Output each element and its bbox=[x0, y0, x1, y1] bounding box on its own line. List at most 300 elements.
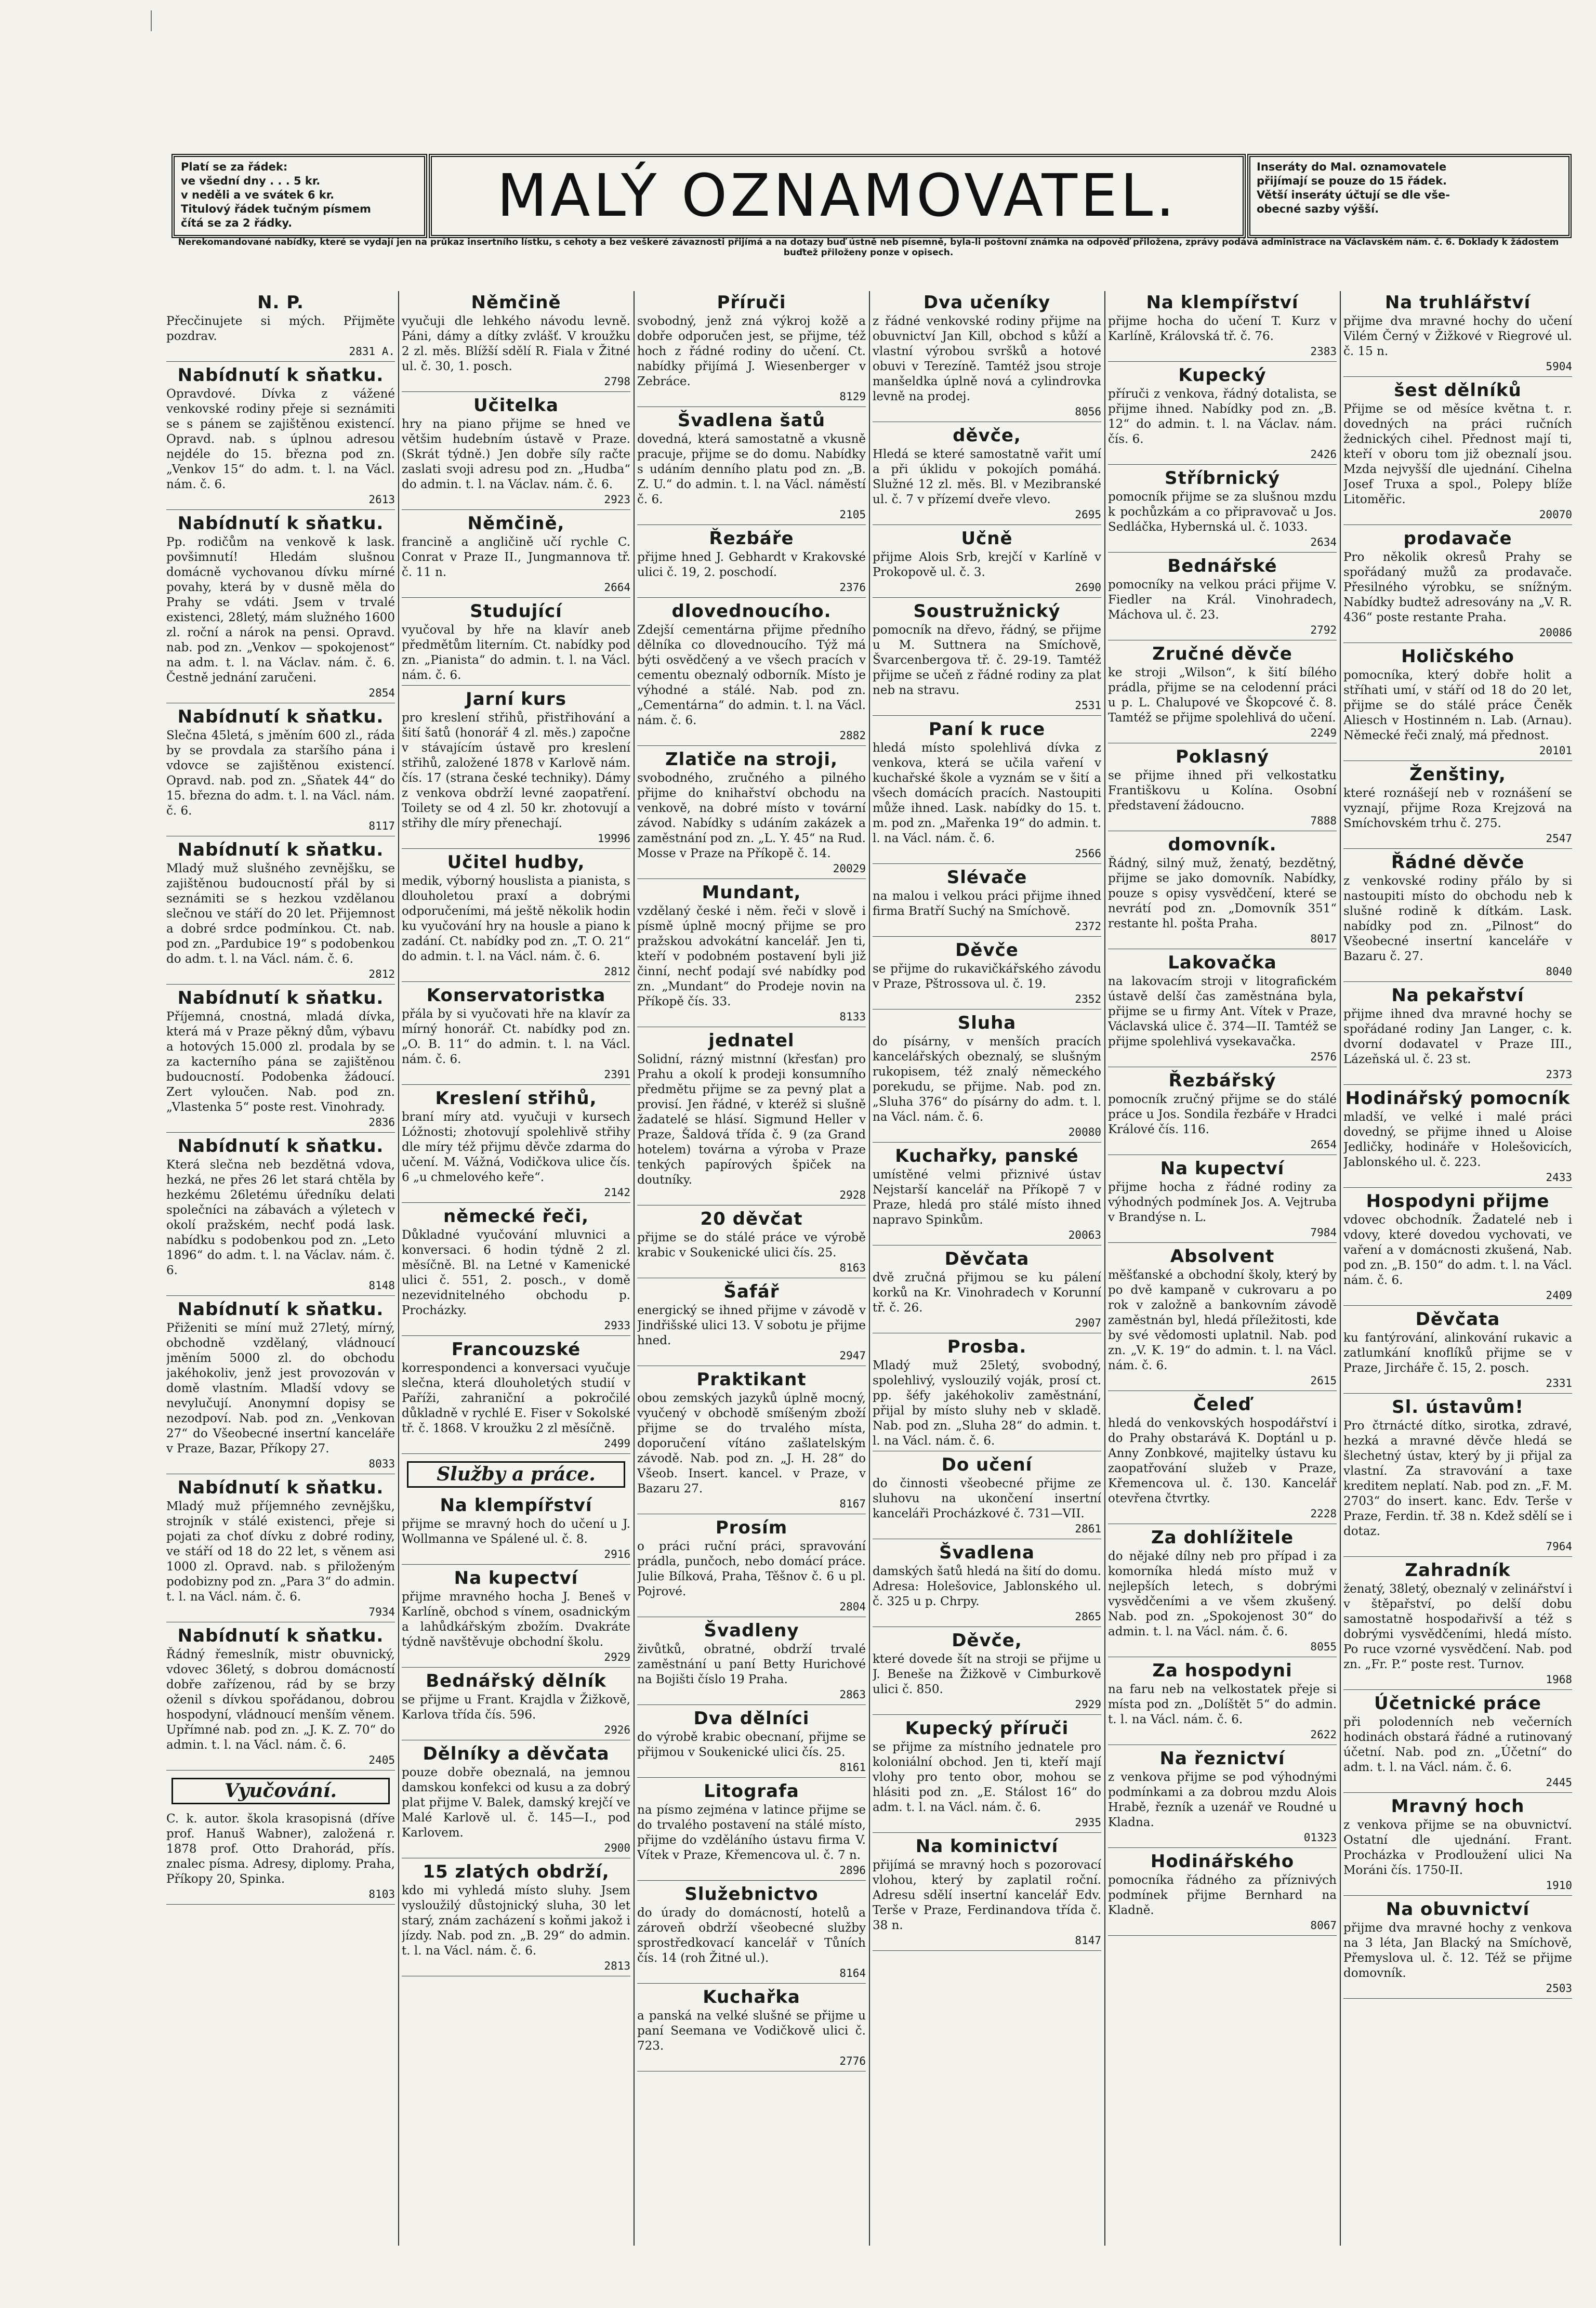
classified-ad bbox=[166, 988, 395, 1133]
ad-code: 2695 bbox=[1075, 508, 1101, 521]
ad-text: se přijme do rukavičkářského závodu v Praze, Pštrossova ul. č. 19. bbox=[873, 962, 1101, 991]
classified-ad bbox=[1108, 1851, 1337, 1936]
ad-text: umístěné velmi přiznivé ústav Nejstarší kancelář na Příkopě 7 v Praze, hledá pro stálé místo ihned napravo Spinkům. bbox=[873, 1168, 1101, 1227]
ad-column bbox=[166, 291, 395, 2235]
ad-code: 2409 bbox=[1546, 1289, 1572, 1302]
ad-code: 2142 bbox=[604, 1186, 630, 1199]
ad-code: 2228 bbox=[1310, 1507, 1337, 1520]
ad-code: 2105 bbox=[839, 508, 866, 521]
title-box bbox=[429, 154, 1246, 238]
rules-line: obecné sazby výšší. bbox=[1257, 203, 1379, 215]
ad-text: na faru neb na velkostatek přeje si místa pod zn. „Dolíštět 5“ do admin. t. l. na Václ. nám. č. 6. bbox=[1108, 1683, 1337, 1726]
ad-text: do výrobě krabic obecnaní, přijme se přijmou v Soukenické ulici čís. 25. bbox=[637, 1730, 866, 1759]
ad-code: 2445 bbox=[1546, 1776, 1572, 1789]
ad-text: pomocník zručný přijme se do stálé práce u Jos. Sondila řezbáře v Hradci Králové čís. 116. bbox=[1108, 1093, 1337, 1136]
ad-title: Učitelka bbox=[473, 395, 559, 416]
classified-ad bbox=[1343, 1560, 1572, 1690]
classified-ad bbox=[402, 852, 630, 982]
ad-text: Řádný, silný muž, ženatý, bezdětný, přijme se jako domovník. Nabídky, pouze s opisy vysvědčení, které se nevrátí pod zn. „Domovník 351“ restante hl. pošta Praha. bbox=[1108, 857, 1337, 930]
ad-code: 7888 bbox=[1310, 815, 1337, 827]
classified-ad bbox=[1108, 1070, 1337, 1155]
classified-ad bbox=[1343, 646, 1572, 761]
ad-text: přijme dva mravné hochy do učení Vilém Černý v Žižkové v Riegrové ul. č. 15 n. bbox=[1343, 314, 1572, 358]
ad-title: Litografa bbox=[704, 1781, 799, 1802]
price-line: Titulový řádek tučným písmem bbox=[181, 203, 371, 215]
ad-code: 7964 bbox=[1546, 1540, 1572, 1553]
column-rule bbox=[634, 291, 635, 2246]
ad-code: 2813 bbox=[604, 1960, 630, 1972]
ad-code: 20070 bbox=[1539, 508, 1572, 521]
column-rule bbox=[1104, 291, 1105, 2246]
classified-ad bbox=[637, 528, 866, 598]
ad-code: 20063 bbox=[1068, 1229, 1101, 1241]
classified-ad bbox=[637, 1987, 866, 2071]
ad-code: 20101 bbox=[1539, 744, 1572, 757]
ad-code: 8129 bbox=[839, 390, 866, 403]
classified-ad bbox=[637, 1517, 866, 1617]
classified-ad bbox=[402, 601, 630, 686]
classified-ad bbox=[1108, 746, 1337, 831]
classified-ad bbox=[166, 1136, 395, 1296]
ad-text: Řádný řemeslník, mistr obuvnický, vdovec 36letý, s dobrou domácností dobře zařízenou, rád by se brzy oženil s dívkou spořádanou, dobrou hospodyní, vládnoucí menším věnem. Upřímné nab. pod zn. „J. K. Z. 70“ do admin. t. l. na Václ. nám. č. 6. bbox=[166, 1648, 395, 1752]
ad-text: pomocníka, který dobře holit a stříhati umí, v stáří od 18 do 20 let, přijme se do stálé práce Čeněk Aliesch v Hostinném n. Lab. (Arnau). Německé řeči znalý, má přednost. bbox=[1343, 668, 1572, 742]
classified-ad bbox=[873, 940, 1101, 1009]
ad-title: N. P. bbox=[257, 292, 304, 313]
ad-text: přijme se do stálé práce ve výrobě krabic v Soukenické ulici čís. 25. bbox=[637, 1231, 866, 1260]
ad-text: hledá do venkovských hospodářství i do Prahy obstarává K. Doptánl u p. Anny Zonbkové, majitelky ústavu ku zaopatřování služeb v Praze, Křemencova ul. č. 130. Kancelář otevřena čtvrtky. bbox=[1108, 1417, 1337, 1505]
ad-code: 2812 bbox=[604, 965, 630, 978]
ad-code: 2664 bbox=[604, 581, 630, 594]
classified-ad bbox=[873, 1454, 1101, 1539]
ad-title: Nabídnutí k sňatku. bbox=[177, 513, 384, 534]
ad-text: Která slečna neb bezdětná vdova, hezká, ne přes 26 let stará chtěla by hezkému 26letému úředníku delati společníci na zábavách a výletech v okolí pražském, nechť podá lask. nabídku s podobenkou pod zn. „Leto 1896“ do adm. t. l. na Václav. nám. č. 6. bbox=[166, 1158, 395, 1277]
page-title: MALÝ OZNAMOVATEL. bbox=[497, 162, 1178, 230]
ad-text: z venkova přijme se na obuvnictví. Ostatní dle ujednání. Frant. Procházka v Prodloužení ulici Na Moráni čís. 1750-II. bbox=[1343, 1818, 1572, 1877]
classified-ad bbox=[873, 1013, 1101, 1143]
ad-code: 1968 bbox=[1546, 1673, 1572, 1686]
classified-ad bbox=[402, 689, 630, 849]
ad-text: Přecčinujete si mých. Přijměte pozdrav. bbox=[166, 314, 395, 343]
ad-text: ke stroji „Wilson“, k šití bílého prádla, přijme se na celodenní práci u p. L. Chalupové ve Škopcové č. 8. Tamtéž se přijme spolehlivá do učení. bbox=[1108, 666, 1337, 725]
ad-code: 2566 bbox=[1075, 847, 1101, 860]
ad-title: Slévače bbox=[946, 867, 1027, 888]
ad-code: 2499 bbox=[604, 1437, 630, 1450]
ad-title: Nabídnutí k sňatku. bbox=[177, 365, 384, 386]
ad-title: Hodinářského bbox=[1150, 1851, 1295, 1872]
ad-title: Holičského bbox=[1401, 646, 1514, 667]
ad-code: 2916 bbox=[604, 1548, 630, 1560]
ad-title: Příruči bbox=[717, 292, 786, 313]
classified-ad bbox=[1343, 1796, 1572, 1896]
ad-text: se přijme za místního jednatele pro koloniální obchod. Jen ti, kteří mají vlohy pro tento obor, mohou se hlásiti pod zn. „E. Stálost 16“ do adm. t. l. na Václ. nám. č. 6. bbox=[873, 1740, 1101, 1814]
ad-text: Zdejší cementárna přijme předního dělníka co dlovednoucího. Týž má býti osvědčený a ve všech pracích v cementu obeznalý odborník. Místo je výhodné a stálé. Nab. pod zn. „Cementárna“ do admin. t. l. na Václ. nám. č. 6. bbox=[637, 623, 866, 727]
ad-title: Řádné děvče bbox=[1391, 852, 1525, 873]
ad-title: Na řeznictví bbox=[1159, 1748, 1285, 1769]
ad-code: 2792 bbox=[1310, 624, 1337, 636]
ad-code: 2935 bbox=[1075, 1816, 1101, 1829]
ad-title: Jarní kurs bbox=[466, 689, 566, 710]
ad-code: 8167 bbox=[839, 1498, 866, 1510]
ad-code: 2900 bbox=[604, 1842, 630, 1854]
ad-code: 2531 bbox=[1075, 699, 1101, 712]
ad-title: Za hospodyni bbox=[1152, 1660, 1292, 1681]
ad-title: Do učení bbox=[941, 1454, 1033, 1475]
ad-text: Solidní, rázný mistnní (křesťan) pro Prahu a okolí k prodeji konsumního předmětu přijme se za pevný plat a provisí. Jen řádné, v kteréž si slušně žadatelé se hlásí. Sigmund Heller v Praze, Šaldová třída č. 9 (za Grand hotelem) továrna a výroba v Praze tenkých papírových špiček na doutníky. bbox=[637, 1053, 866, 1187]
ad-column bbox=[873, 291, 1101, 2235]
ad-code: 2372 bbox=[1075, 920, 1101, 933]
ad-code: 2896 bbox=[839, 1864, 866, 1877]
ad-title: Na kominictví bbox=[915, 1836, 1059, 1857]
ad-text: přijímá se mravný hoch s pozorovací vlohou, který by zaplatil roční. Adresu sdělí insertní kancelář Edv. Terše v Praze, Ferdinandova třída č. 38 n. bbox=[873, 1858, 1101, 1932]
classified-ad bbox=[637, 1369, 866, 1514]
ad-text: které roznášejí neb v roznášení se vyznají, přijme Roza Krejzová na Smíchovském trhu č. 275. bbox=[1343, 786, 1572, 830]
classified-ad bbox=[166, 513, 395, 703]
classified-ad bbox=[1108, 292, 1337, 362]
ad-code: 2426 bbox=[1310, 448, 1337, 461]
ad-code: 7934 bbox=[368, 1606, 395, 1618]
classified-ad bbox=[637, 749, 866, 879]
ad-code: 8117 bbox=[368, 820, 395, 832]
ad-code: 2690 bbox=[1075, 581, 1101, 594]
ad-text: pomocník na dřevo, řádný, se přijme u M. Suttnera na Smíchově, Švarcenbergova tř. č. 29-19. Tamtéž přijme se učeň z řádné rodiny za plat neb na stravu. bbox=[873, 623, 1101, 697]
ad-text: pomocníka řádného za příznivých podmínek přijme Bernhard na Kladně. bbox=[1108, 1873, 1337, 1917]
ad-text: Mladý muž slušného zevnějšku, se zajištěnou budoucností přál by si seznámiti se s hezkou vzdělanou slečnou ve stáří do 20 let. Přijemnost a dobré srdce podmínkou. Ct. nab. pod zn. „Pardubice 19“ s podobenkou do adm. t. l. na Václ. nám. č. 6. bbox=[166, 862, 395, 966]
classified-ad bbox=[1108, 644, 1337, 743]
classified-ad bbox=[637, 410, 866, 525]
ad-code: 8164 bbox=[839, 1967, 866, 1979]
ad-column bbox=[402, 291, 630, 2235]
ad-code: 2831 A. bbox=[349, 345, 395, 358]
ad-title: Na pekařství bbox=[1391, 985, 1524, 1006]
ad-code: 2804 bbox=[839, 1601, 866, 1613]
ad-title: Učně bbox=[961, 528, 1013, 549]
classified-ad bbox=[1343, 1899, 1572, 1999]
classified-ad bbox=[1343, 1088, 1572, 1188]
ad-code: 2547 bbox=[1546, 832, 1572, 845]
ad-title: Němčině bbox=[471, 292, 561, 313]
price-line: ve všední dny . . . 5 kr. bbox=[181, 175, 321, 187]
ad-text: vdovec obchodník. Žadatelé neb i vdovy, které dovedou vychovati, ve vaření a v domácnosti zkušená, Nab. pod zn. „B. 150“ do adm. t. l. na Václ. nám. č. 6. bbox=[1343, 1213, 1572, 1287]
ad-code: 8103 bbox=[368, 1888, 395, 1900]
ad-code: 20029 bbox=[833, 862, 866, 875]
ad-text: Pro několik okresů Prahy se spořádaný mužů za prodavače. Přesilného výrobku, se snížným. Nabídky budtež adresovány na „V. R. 436“ poste restante Praha. bbox=[1343, 550, 1572, 624]
ad-text: Mladý muž 25letý, svobodný, spolehlivý, vyslouzilý voják, prosí ct. pp. šéfy jakéhokoliv zaměstnání, přijal by místo sluhy neb v skladě. Nab. pod zn. „Sluha 28“ do admin. t. l. na Václ. nám. č. 6. bbox=[873, 1359, 1101, 1448]
ad-title: Děvčata bbox=[944, 1249, 1030, 1269]
ad-text: z řádné venkovské rodiny přijme na obuvnictví Jan Kill, obchod s kůží a vlastní výrobou svršků a hotové obuvi v Terezíně. Tamtéž jsou stroje manšeldka úplně nová a cylindrovka levně na prodej. bbox=[873, 314, 1101, 403]
ad-text: živůtků, obratné, obdrží trvalé zaměstnání u paní Betty Hurichové na Bojišti číslo 19 Praha. bbox=[637, 1643, 866, 1686]
ad-code: 2654 bbox=[1310, 1138, 1337, 1151]
ad-title: dlovednoucího. bbox=[671, 601, 832, 622]
ad-title: Kupecký příruči bbox=[905, 1718, 1069, 1739]
ad-text: přijme hocha do učení T. Kurz v Karlíně, Královská tř. č. 76. bbox=[1108, 314, 1337, 343]
ad-code: 7984 bbox=[1310, 1226, 1337, 1239]
ad-code: 2503 bbox=[1546, 1982, 1572, 1995]
ad-text: přijme ihned dva mravné hochy se spořádané rodiny Jan Langer, c. k. dvorní dodavatel v Praze III., Lázeňská ul. č. 23 st. bbox=[1343, 1007, 1572, 1066]
classified-ad bbox=[873, 1542, 1101, 1627]
ad-code: 20080 bbox=[1068, 1126, 1101, 1138]
classified-ad bbox=[1108, 1158, 1337, 1243]
ad-text: pouze dobře obeznalá, na jemnou damskou konfekci od kusu a za dobrý plat přijme V. Balek, damský krejčí ve Malé Karlově ul. č. 145—I., pod Karlovem. bbox=[402, 1766, 630, 1840]
ad-text: ku fantýrování, alinkování rukavic a zatlumkání knoflíků přijme se v Praze, Jircháře č. 15, 2. posch. bbox=[1343, 1331, 1572, 1375]
classified-ad bbox=[873, 1718, 1101, 1833]
ad-title: Poklasný bbox=[1175, 746, 1270, 767]
ad-text: vyučoval by hře na klavír aneb předmětům literním. Ct. nabídky pod zn. „Pianista“ do admin. t. l. na Václ. nám. č. 6. bbox=[402, 623, 630, 682]
ad-text: přijme hned J. Gebhardt v Krakovské ulici č. 19, 2. poschodí. bbox=[637, 550, 866, 579]
ad-code: 8055 bbox=[1310, 1641, 1337, 1653]
ad-code: 2383 bbox=[1310, 345, 1337, 358]
ad-title: Mundant, bbox=[702, 882, 801, 903]
ad-code: 2391 bbox=[604, 1068, 630, 1081]
classified-ad bbox=[637, 1884, 866, 1984]
ad-text: na lakovacím stroji v litografickém ústavě delší čas zaměstnána byla, přijme se u firmy Ant. Vítek v Praze, Václavská ulice č. 374—II. Tamtéž se přijme spolehlivá vysekavačka. bbox=[1108, 975, 1337, 1048]
ad-text: Pp. rodičům na venkově k lask. povšimnutí! Hledám slušnou domácně vychovanou dívku mírné povahy, která by v dusně měla do Prahy se vdáti. Jsem v trvalé existenci, 28letý, mám služného 1600 zl. roční a nárok na pensi. Opravd. nab. pod zn. „Venkov — spokojenost“ na adm. t. l. na Václav. nám. č. 6. Čestně jednání zaručeni. bbox=[166, 535, 395, 685]
ad-title: Praktikant bbox=[696, 1369, 807, 1390]
ad-title: jednatel bbox=[708, 1030, 795, 1051]
rules-box bbox=[1247, 154, 1572, 238]
classified-ad bbox=[873, 1249, 1101, 1333]
ad-text: vzdělaný české i něm. řeči v slově i písmě úplně mocný přijme se pro pražskou advokátní kancelář. Jen ti, kteří v podobném postavení byli již činní, nechť podají své nabídky pod zn. „Mundant“ do Prodeje novin na Příkopě čís. 33. bbox=[637, 904, 866, 1008]
ad-title: Ženštiny, bbox=[1409, 764, 1506, 785]
classified-ad bbox=[1108, 468, 1337, 553]
ad-title: děvče, bbox=[953, 425, 1021, 446]
classified-ad bbox=[1108, 834, 1337, 949]
classified-ad bbox=[402, 395, 630, 510]
ad-code: 2433 bbox=[1546, 1171, 1572, 1184]
classified-ad bbox=[873, 1336, 1101, 1451]
classified-ad bbox=[1108, 365, 1337, 465]
ad-text: na malou i velkou práci přijme ihned firma Bratří Suchý na Smíchově. bbox=[873, 889, 1101, 918]
classified-ad bbox=[637, 1708, 866, 1778]
ad-text: a panská na velké slušné se přijme u paní Seemana ve Vodičkově ulici č. 723. bbox=[637, 2009, 866, 2053]
ad-code: 2249 bbox=[1310, 727, 1337, 739]
ad-text: kdo mi vyhledá místo sluhy. Jsem vysloužilý důstojnický sluha, 30 let starý, znám zacházení s koňmi jakož i jízdy. Nab. pod zn. „B. 29“ do admin. t. l. na Václ. nám. č. 6. bbox=[402, 1884, 630, 1958]
ad-text: na písmo zejména v latince přijme se do trvalého postavení na stálé místo, přijme do vzděláního ústavu firma V. Vítek v Praze, Křemencova ul. č. 7 n. bbox=[637, 1803, 866, 1862]
classified-ad bbox=[873, 719, 1101, 864]
ad-title: Paní k ruce bbox=[928, 719, 1046, 740]
classified-ad bbox=[402, 1339, 630, 1454]
classified-ad bbox=[873, 425, 1101, 525]
classified-ad bbox=[1108, 556, 1337, 640]
ad-title: Nabídnutí k sňatku. bbox=[177, 840, 384, 860]
ad-code: 2907 bbox=[1075, 1317, 1101, 1329]
ad-title: Francouzské bbox=[451, 1339, 581, 1360]
ad-code: 2929 bbox=[604, 1651, 630, 1663]
ad-title: Služebnictvo bbox=[684, 1884, 819, 1905]
ad-text: se přijme u Frant. Krajdla v Žižkově, Karlova třída čís. 596. bbox=[402, 1693, 630, 1722]
ad-title: Mravný hoch bbox=[1391, 1796, 1525, 1817]
ad-title: Němčině, bbox=[467, 513, 565, 534]
ad-code: 8056 bbox=[1075, 405, 1101, 418]
ad-column bbox=[637, 291, 866, 2235]
ad-code: 2373 bbox=[1546, 1068, 1572, 1081]
ad-text: pro kreslení střihů, přistřihování a šití šatů (honorář 4 zl. měs.) započne v stávajícím ústavě pro kreslení střihů, založené 1878 v Karlově nám. čís. 17 (strana české techniky). Dámy z venkova obdrží levné zaopatření. Toilety se od 4 zl. 50 kr. zhotovují a střihy dle míry přenechají. bbox=[402, 711, 630, 830]
ad-code: 2926 bbox=[604, 1724, 630, 1736]
ad-code: 2576 bbox=[1310, 1051, 1337, 1063]
ad-code: 8148 bbox=[368, 1279, 395, 1292]
ad-text: Hledá se které samostatně vařit umí a při úklidu v pokojích pomáhá. Služné 12 zl. měs. Bl. v Mezibranské ul. č. 7 v přízemí dveře vlevo. bbox=[873, 448, 1101, 506]
ad-title: Kupecký bbox=[1178, 365, 1267, 386]
classified-ad bbox=[637, 1030, 866, 1205]
classified-ad bbox=[402, 985, 630, 1085]
ad-text: dvě zručná přijmou se ku pálení korků na Kr. Vinohradech v Korunní tř. č. 26. bbox=[873, 1271, 1101, 1315]
ad-code: 2836 bbox=[368, 1116, 395, 1129]
ad-text: přijme mravného hocha J. Beneš v Karlíně, obchod s vínem, osadnickým a lahůdkářským zbožím. Dvakráte týdně navštěvuje obchodní školu. bbox=[402, 1590, 630, 1649]
ad-text: Přijme se od měsíce května t. r. dovedných na práci ručních žednických cihel. Přednost mají ti, kteří v oboru tom již obeznalí jsou. Mzda nejvyšší dle ujednání. Cihelna Josef Truxa a spol., Polepy blíže Litoměřic. bbox=[1343, 402, 1572, 506]
ad-text: Opravdové. Dívka z vážené venkovské rodiny přeje si seznámiti se s pánem se zajištěnou existencí. Opravd. nab. s úplnou adresou nejdéle do 15. března pod zn. „Venkov 15“ do adm. t. l. na Václ. nám. č. 6. bbox=[166, 387, 395, 491]
ad-text: Mladý muž příjemného zevnějšku, strojník v stálé existenci, přeje si pojati za choť dívku z dobré rodiny, ve stáří od 18 do 22 let, s věnem asi 1000 zl. Opravd. nab. s přiloženým podobizny pod zn. „Para 3“ do admin. t. l. na Václ. nám. č. 6. bbox=[166, 1500, 395, 1604]
ad-text: přijme Alois Srb, krejčí v Karlíně v Prokopově ul. č. 3. bbox=[873, 550, 1101, 579]
ad-code: 1910 bbox=[1546, 1879, 1572, 1892]
rules-line: Větší inseráty účtují se dle vše- bbox=[1257, 189, 1450, 201]
ad-code: 2882 bbox=[839, 729, 866, 742]
classified-ad bbox=[873, 601, 1101, 716]
ad-title: Děvčata bbox=[1415, 1309, 1500, 1330]
ad-title: Švadleny bbox=[704, 1620, 799, 1641]
ad-code: 5904 bbox=[1546, 360, 1572, 373]
ad-text: svobodný, jenž zná výkroj kožě a dobře odporučen jest, se přijme, též hoch z řádné rodiny do učení. Ct. nabídky přijímá J. Wiesenberger v Zebráce. bbox=[637, 314, 866, 388]
classified-ad bbox=[1108, 1748, 1337, 1848]
ad-code: 2331 bbox=[1546, 1377, 1572, 1389]
ad-code: 2613 bbox=[368, 493, 395, 506]
ad-code: 8040 bbox=[1546, 965, 1572, 978]
ad-text: Důkladné vyučování mluvnici a konversaci. 6 hodin týdně 2 zl. měsíčně. Bl. na Letné v Kamenické ulici č. 551, 2. posch., v domě nezevidnitelného obchodu p. Procházky. bbox=[402, 1228, 630, 1317]
ad-code: 2923 bbox=[604, 493, 630, 506]
ad-text: francině a angličině učí rychle C. Conrat v Praze II., Jungmannova tř. č. 11 n. bbox=[402, 535, 630, 579]
ad-code: 2865 bbox=[1075, 1610, 1101, 1623]
ad-text: z venkova přijme se pod výhodnými podmínkami a za dobrou mzdu Alois Hrabě, řezník a uzenář ve Roudné u Kladna. bbox=[1108, 1771, 1337, 1829]
ad-title: Nabídnutí k sňatku. bbox=[177, 1477, 384, 1498]
ad-title: německé řeči, bbox=[443, 1206, 589, 1227]
ad-code: 01323 bbox=[1303, 1831, 1337, 1844]
classified-ad bbox=[1343, 852, 1572, 982]
ad-code: 2861 bbox=[1075, 1523, 1101, 1535]
price-lines bbox=[175, 157, 424, 233]
ad-text: hry na piano přijme se hned ve většim hudebním ústavě v Praze. (Skrát týdně.) Jen dobře síly račte zaslati svoji adresu pod zn. „Hudba“ do admin. t. l. na Václav. nám. č. 6. bbox=[402, 417, 630, 491]
ad-column bbox=[1343, 291, 1572, 2235]
classified-ad bbox=[873, 1630, 1101, 1715]
ad-title: Nabídnutí k sňatku. bbox=[177, 1299, 384, 1320]
ad-code: 2812 bbox=[368, 968, 395, 980]
ad-title: Nabídnutí k sňatku. bbox=[177, 1625, 384, 1646]
classified-ad bbox=[637, 882, 866, 1027]
classified-ad bbox=[166, 1812, 395, 1905]
ad-title: Soustružnický bbox=[913, 601, 1061, 622]
classified-ad bbox=[637, 601, 866, 746]
ad-text: pomocník přijme se za slušnou mzdu k pochůzkám a co připravovač u Jos. Sedláčka, Hybernská ul. č. 1033. bbox=[1108, 490, 1337, 534]
ad-column bbox=[1108, 291, 1337, 2235]
ad-code: 8161 bbox=[839, 1761, 866, 1774]
ad-code: 8017 bbox=[1310, 933, 1337, 945]
ad-text: do nějaké dílny neb pro případ i za komorníka hledá místo muž v nejlepších letech, s dobrými vysvědčeními a ve všem zkušený. Nab. pod zn. „Spokojenost 30“ do admin. t. l. na Václ. nám. č. 6. bbox=[1108, 1550, 1337, 1638]
ad-title: Děvče bbox=[955, 940, 1019, 961]
ad-title: Nabídnutí k sňatku. bbox=[177, 988, 384, 1008]
classified-ad bbox=[1108, 1527, 1337, 1657]
ad-code: 8163 bbox=[839, 1262, 866, 1274]
classified-ad bbox=[1343, 292, 1572, 377]
ad-code: 8033 bbox=[368, 1458, 395, 1470]
ad-text: damských šatů hledá na šití do domu. Adresa: Holešovice, Jablonského ul. č. 325 u p. Chrpy. bbox=[873, 1565, 1101, 1608]
ad-title: Hospodyni přijme bbox=[1366, 1191, 1550, 1212]
classified-ad bbox=[166, 1625, 395, 1771]
classified-ad bbox=[402, 1568, 630, 1668]
classified-ad bbox=[402, 292, 630, 392]
classified-ad bbox=[402, 1206, 630, 1336]
ad-code: 2929 bbox=[1075, 1698, 1101, 1711]
classified-ad bbox=[402, 1861, 630, 1976]
ad-title: Bednářské bbox=[1167, 556, 1277, 576]
ad-code: 19996 bbox=[597, 832, 630, 845]
classified-ad bbox=[166, 292, 395, 362]
ad-title: Prosba. bbox=[947, 1336, 1027, 1357]
ad-text: medik, výborný houslista a pianista, s dlouholetou praxí a dobrými odporučeními, má ještě několik hodin ku vyučování hry na housle a piano k zadání. Ct. nabídky pod zn. „T. O. 21“ do admin. t. l. na Václ. nám. č. 6. bbox=[402, 874, 630, 963]
ad-text: přijme hocha z řádné rodiny za výhodných podmínek Jos. A. Vejtruba v Brandýse n. L. bbox=[1108, 1181, 1337, 1224]
classified-ad bbox=[637, 1209, 866, 1278]
column-rule bbox=[869, 291, 870, 2246]
ad-code: 2776 bbox=[839, 2055, 866, 2067]
masthead bbox=[172, 154, 1572, 258]
ad-text: obou zemských jazyků úplně mocný, vyučený v obchodě smíšeným zboží přijme se do trvalého místa, doporučení vítáno zašlatelským závodě. Nab. pod zn. „J. H. 28“ do Všeob. Insert. kancel. v Praze, v Bazaru 27. bbox=[637, 1392, 866, 1496]
price-line: čítá se za 2 řádky. bbox=[181, 217, 293, 229]
ad-text: Slečna 45letá, s jměním 600 zl., ráda by se provdala za staršího pána i vdovce se zajištěnou existencí. Opravd. nab. pod zn. „Sňatek 44“ do 15. března do adm. t. l. na Václ. nám. č. 6. bbox=[166, 729, 395, 818]
classified-ad bbox=[1108, 952, 1337, 1067]
ad-title: Dělníky a děvčata bbox=[423, 1743, 610, 1764]
price-line: v neděli a ve svátek 6 kr. bbox=[181, 189, 335, 201]
ad-text: ženatý, 38letý, obeznalý v zelinářství i v štěpařství, po delší dobu samostatně hospodařivší a též s dobrými vysvědčeními, hledá místo. Po ruce vzorné vysvědčení. Nab. pod zn. „Fr. P.“ poste rest. Turnov. bbox=[1343, 1582, 1572, 1671]
ad-title: Řezbáře bbox=[709, 528, 794, 549]
classified-ad bbox=[873, 1146, 1101, 1245]
ad-text: vyučuji dle lehkého návodu levně. Páni, dámy a dítky zvlášť. V kroužku 2 zl. měs. Blížší sdělí R. Fiala v Žitné ul. č. 30, 1. posch. bbox=[402, 314, 630, 373]
ad-code: 2933 bbox=[604, 1319, 630, 1332]
ad-code: 8067 bbox=[1310, 1919, 1337, 1932]
ad-text: o práci ruční práci, spravování prádla, punčoch, nebo domácí práce. Julie Bílková, Praha, Těšnov č. 6 u pl. Pojrové. bbox=[637, 1540, 866, 1598]
ad-title: Bednářský dělník bbox=[426, 1671, 606, 1691]
ad-text: přála by si vyučovati hře na klavír za mírný honorář. Ct. nabídky pod zn. „O. B. 11“ do admin. t. l. na Václ. nám. č. 6. bbox=[402, 1007, 630, 1066]
classified-ad bbox=[637, 1281, 866, 1366]
classified-ad bbox=[402, 513, 630, 598]
ad-text: svobodného, zručného a pilného přijme do knihařství obchodu na venkově, na dobré místo v tovární závod. Nabídky s udáním zakázek a zaměstnání pod zn. „L. Y. 45“ na Rud. Mosse v Praze na Příkopě č. 14. bbox=[637, 771, 866, 860]
ad-text: dovedná, která samostatně a vkusně pracuje, přijme se do domu. Nabídky s udáním denního platu pod zn. „B. Z. U.“ do admin. t. l. na Václ. náměstí č. 6. bbox=[637, 432, 866, 506]
ad-title: Sluha bbox=[957, 1013, 1017, 1033]
classified-ad bbox=[1108, 1660, 1337, 1745]
ad-title: Prosím bbox=[715, 1517, 788, 1538]
section-banner: Služby a práce. bbox=[407, 1461, 625, 1488]
ad-text: z venkovské rodiny přálo by si nastoupiti místo do obchodu neb k slušné rodině k dítkám. Lask. nabídky pod zn. „Pilnost“ do Všeobecné insertní kanceláře v Bazaru č. 27. bbox=[1343, 874, 1572, 963]
classified-ad bbox=[402, 1088, 630, 1203]
ad-title: Stříbrnický bbox=[1164, 468, 1281, 489]
ad-code: 2622 bbox=[1310, 1728, 1337, 1741]
ad-text: do písárny, v menších pracích kancelářských obeznalý, se slušným rukopisem, též znalý německého porekudu, se přijme. Nab. pod zn. „Sluha 376“ do písárny do adm. t. l. na Václ. nám. č. 6. bbox=[873, 1035, 1101, 1124]
ad-code: 2376 bbox=[839, 581, 866, 594]
column-rule bbox=[398, 291, 399, 2246]
ad-title: Kuchařka bbox=[703, 1987, 800, 2008]
classified-ad bbox=[1343, 1397, 1572, 1557]
ad-text: mladší, ve velké i malé práci dovedný, se přijme ihned u Aloise Jedličky, hodináře v Holešovicích, Jablonského ul. č. 223. bbox=[1343, 1110, 1572, 1169]
ad-title: Na truhlářství bbox=[1384, 292, 1531, 313]
classified-ad bbox=[873, 292, 1101, 422]
ad-title: Řezbářský bbox=[1168, 1070, 1276, 1091]
ad-title: Na klempířství bbox=[440, 1495, 592, 1516]
ad-code: 2615 bbox=[1310, 1374, 1337, 1387]
classified-ad bbox=[873, 867, 1101, 937]
price-box bbox=[172, 154, 427, 238]
ad-text: které dovede šít na stroji se přijme u J. Beneše na Žižkově v Cimburkově ulici č. 850. bbox=[873, 1653, 1101, 1696]
ad-title: 20 děvčat bbox=[700, 1209, 803, 1229]
rules-line: Inseráty do Mal. oznamovatele bbox=[1257, 161, 1447, 173]
ad-code: 2863 bbox=[839, 1688, 866, 1701]
ad-text: Přiženiti se míní muž 27letý, mírný, obchodně vzdělaný, vládnoucí jměním 5000 zl. do obchodu jakéhokoliv, jenž jest provozován v domě vlastním. Mladší vdovy se nevylučují. Anonymní dopisy se nezodpoví. Nab. pod zn. „Venkovan 27“ do Všeobecné insertní kanceláře v Praze, Bazar, Příkopy 27. bbox=[166, 1321, 395, 1455]
ad-title: Na kupectví bbox=[454, 1568, 578, 1589]
ad-title: Absolvent bbox=[1170, 1246, 1275, 1267]
